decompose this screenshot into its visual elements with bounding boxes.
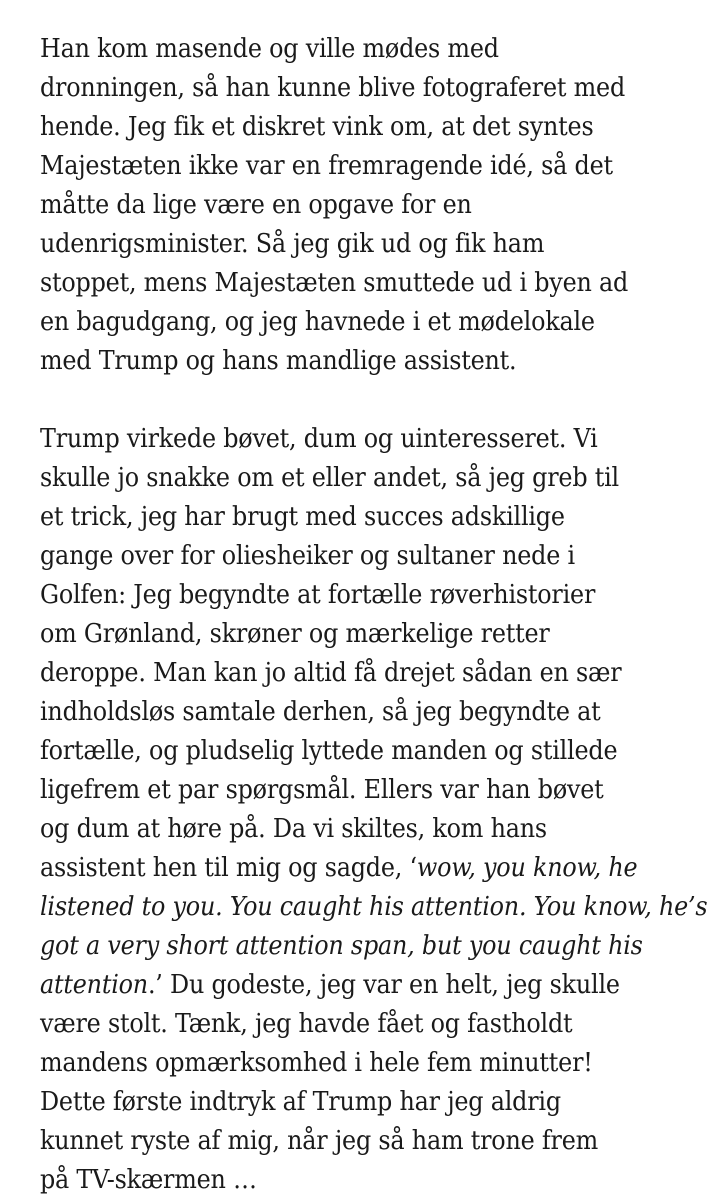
text-line: mandens opmærksomhed i hele fem minutter! [40, 1047, 593, 1078]
text-line-quote-end [40, 965, 712, 1004]
quote-italic-text: attention [40, 969, 148, 1000]
text-line: kunnet ryste af mig, når jeg så ham trone frem [40, 1125, 599, 1156]
quote-italic-text: got a very short attention span, but you caught his [40, 930, 643, 961]
quote-italic-text: wow, you know, he [416, 852, 638, 883]
text-line: og dum at høre på. Da vi skiltes, kom hans [40, 813, 547, 844]
paragraph-1 [40, 29, 712, 380]
text-line-quote [40, 926, 712, 965]
text-line: Dette første indtryk af Trump har jeg aldrig [40, 1086, 561, 1117]
text-line: hende. Jeg fik et diskret vink om, at det syntes [40, 111, 594, 142]
text-line: skulle jo snakke om et eller andet, så jeg greb til [40, 462, 619, 493]
text-line: dronningen, så han kunne blive fotograferet med [40, 72, 625, 103]
text-line: en bagudgang, og jeg havnede i et mødelokale [40, 306, 595, 337]
text-line: stoppet, mens Majestæten smuttede ud i byen ad [40, 267, 629, 298]
quote-intro-text: assistent hen til mig og sagde, ‘ [40, 852, 417, 883]
text-line: være stolt. Tænk, jeg havde fået og fastholdt [40, 1008, 573, 1039]
text-line: indholdsløs samtale derhen, så jeg begyndte at [40, 696, 601, 727]
text-line: Han kom masende og ville mødes med [40, 33, 499, 64]
text-line: fortælle, og pludselig lyttede manden og stillede [40, 735, 618, 766]
text-line: måtte da lige være en opgave for en [40, 189, 472, 220]
text-line: Trump virkede bøvet, dum og uinteresseret. Vi [40, 423, 598, 454]
text-line: udenrigsminister. Så jeg gik ud og fik ham [40, 228, 545, 259]
text-line: om Grønland, skrøner og mærkelige retter [40, 618, 550, 649]
text-line-quote-start [40, 848, 712, 887]
text-line: deroppe. Man kan jo altid få drejet sådan en sær [40, 657, 622, 688]
text-line: med Trump og hans mandlige assistent. [40, 345, 517, 376]
text-line: gange over for oliesheiker og sultaner nede i [40, 540, 575, 571]
text-line: på TV-skærmen … [40, 1164, 257, 1195]
quote-italic-text: listened to you. You caught his attention. You know, he’s [40, 891, 708, 922]
text-line: Majestæten ikke var en fremragende idé, så det [40, 150, 613, 181]
text-line: et trick, jeg har brugt med succes adskillige [40, 501, 565, 532]
text-line: Golfen: Jeg begyndte at fortælle røverhistorier [40, 579, 596, 610]
document-page [40, 29, 712, 1199]
paragraph-2 [40, 419, 712, 1199]
text-line: ligefrem et par spørgsmål. Ellers var han bøvet [40, 774, 604, 805]
text-line-quote [40, 887, 712, 926]
quote-outro-text: .’ Du godeste, jeg var en helt, jeg skulle [147, 969, 620, 1000]
paragraph-gap [40, 380, 712, 419]
